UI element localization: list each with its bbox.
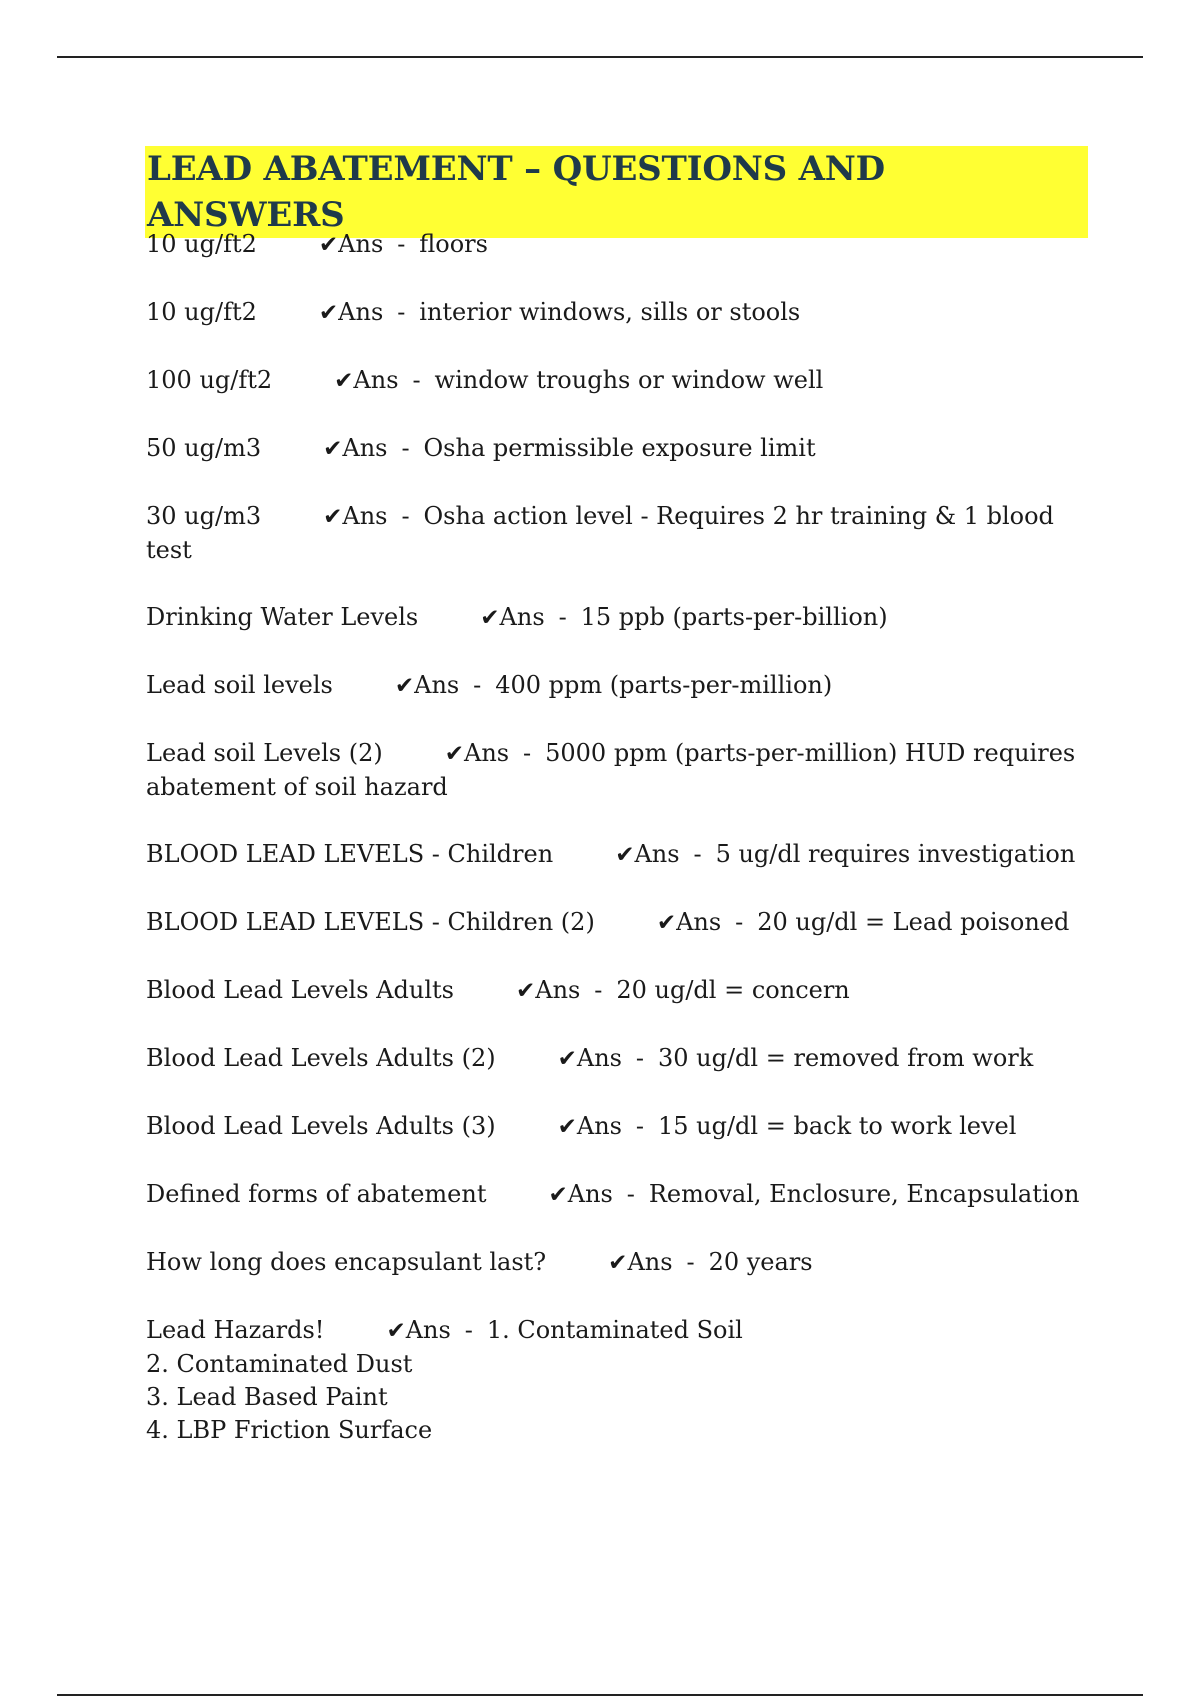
qa-question: Blood Lead Levels Adults (3)	[146, 1112, 496, 1140]
qa-answer-line: 2. Contaminated Dust	[146, 1350, 413, 1378]
qa-question: 10 ug/ft2	[146, 230, 257, 258]
qa-question: Defined forms of abatement	[146, 1180, 487, 1208]
answer-separator: -	[397, 230, 406, 258]
checkmark-icon: ✔	[557, 1114, 577, 1140]
ans-label: Ans	[567, 1180, 613, 1208]
answer-separator: -	[635, 1112, 645, 1140]
ans-label: Ans	[338, 298, 384, 326]
qa-item	[146, 838, 1091, 872]
title-block	[145, 146, 1088, 235]
checkmark-icon: ✔	[323, 504, 343, 530]
answer-separator: -	[401, 502, 410, 530]
checkmark-icon: ✔	[386, 1318, 406, 1344]
qa-question: Blood Lead Levels Adults	[146, 976, 454, 1004]
checkmark-icon: ✔	[444, 741, 464, 767]
qa-answer: Osha action level - Requires 2 hr training & 1 blood test	[146, 502, 1062, 564]
answer-separator: -	[558, 603, 567, 631]
ans-label: Ans	[676, 908, 722, 936]
ans-label: Ans	[627, 1248, 673, 1276]
checkmark-icon: ✔	[608, 1250, 628, 1276]
qa-item	[146, 601, 1091, 635]
qa-item	[146, 364, 1091, 398]
qa-question: Lead Hazards!	[146, 1316, 325, 1344]
qa-item	[146, 432, 1091, 466]
qa-answer: 30 ug/dl = removed from work	[657, 1044, 1034, 1072]
qa-item	[146, 296, 1091, 330]
ans-label: Ans	[353, 366, 399, 394]
answer-separator: -	[735, 908, 744, 936]
qa-answer: 20 years	[708, 1248, 813, 1276]
answer-separator: -	[686, 1248, 695, 1276]
checkmark-icon: ✔	[323, 436, 343, 462]
answer-separator: -	[397, 298, 406, 326]
ans-label: Ans	[634, 840, 680, 868]
qa-question: 50 ug/m3	[146, 434, 262, 462]
qa-question: BLOOD LEAD LEVELS - Children	[146, 840, 554, 868]
qa-answer: 400 ppm (parts-per-million)	[495, 671, 833, 699]
qa-item	[146, 500, 1091, 567]
checkmark-icon: ✔	[656, 910, 677, 936]
answer-separator: -	[635, 1044, 645, 1072]
qa-item	[146, 737, 1091, 804]
qa-item	[146, 1178, 1091, 1212]
qa-list	[146, 228, 1091, 1481]
qa-item	[146, 1042, 1091, 1076]
answer-separator: -	[401, 434, 410, 462]
ans-label: Ans	[405, 1316, 451, 1344]
checkmark-icon: ✔	[318, 300, 339, 326]
qa-answer: 15 ppb (parts-per-billion)	[580, 603, 888, 631]
qa-answer: interior windows, sills or stools	[419, 298, 801, 326]
ans-label: Ans	[576, 1112, 622, 1140]
checkmark-icon: ✔	[334, 368, 354, 394]
qa-item	[146, 228, 1091, 262]
qa-item	[146, 669, 1091, 703]
qa-question: Drinking Water Levels	[146, 603, 419, 631]
qa-answer: 20 ug/dl = concern	[616, 976, 850, 1004]
qa-question: 100 ug/ft2	[146, 366, 273, 394]
qa-question: BLOOD LEAD LEVELS - Children (2)	[146, 908, 595, 936]
qa-question: How long does encapsulant last?	[146, 1248, 547, 1276]
qa-answer: 5 ug/dl requires investigation	[715, 840, 1076, 868]
checkmark-icon: ✔	[394, 673, 415, 699]
qa-item	[146, 1246, 1091, 1280]
qa-answer-line: 3. Lead Based Paint	[146, 1383, 388, 1411]
answer-separator: -	[412, 366, 421, 394]
ans-label: Ans	[342, 434, 388, 462]
qa-answer: Osha permissible exposure limit	[423, 434, 816, 462]
qa-answer: floors	[419, 230, 488, 258]
answer-separator: -	[594, 976, 603, 1004]
checkmark-icon: ✔	[615, 842, 635, 868]
answer-separator: -	[626, 1180, 635, 1208]
ans-label: Ans	[338, 230, 384, 258]
answer-separator: -	[693, 840, 702, 868]
answer-separator: -	[523, 739, 532, 767]
qa-answer: Removal, Enclosure, Encapsulation	[648, 1180, 1080, 1208]
qa-item	[146, 974, 1091, 1008]
checkmark-icon: ✔	[515, 978, 536, 1004]
top-rule	[57, 56, 1143, 58]
qa-answer: 15 ug/dl = back to work level	[657, 1112, 1017, 1140]
qa-answer-line: 4. LBP Friction Surface	[146, 1416, 433, 1444]
qa-answer: 5000 ppm (parts-per-million) HUD requires abatement of soil hazard	[146, 739, 1083, 801]
page-title: LEAD ABATEMENT – QUESTIONS AND ANSWERS	[145, 146, 1088, 238]
ans-label: Ans	[499, 603, 545, 631]
checkmark-icon: ✔	[480, 605, 500, 631]
ans-label: Ans	[414, 671, 460, 699]
qa-question: Blood Lead Levels Adults (2)	[146, 1044, 496, 1072]
checkmark-icon: ✔	[548, 1182, 568, 1208]
ans-label: Ans	[464, 739, 510, 767]
ans-label: Ans	[342, 502, 388, 530]
qa-item	[146, 906, 1091, 940]
qa-question: Lead soil levels	[146, 671, 333, 699]
qa-item	[146, 1314, 1091, 1447]
qa-answer: window troughs or window well	[434, 366, 824, 394]
checkmark-icon: ✔	[557, 1046, 577, 1072]
checkmark-icon: ✔	[318, 232, 339, 258]
qa-item	[146, 1110, 1091, 1144]
bottom-rule	[57, 1694, 1143, 1696]
ans-label: Ans	[535, 976, 581, 1004]
ans-label: Ans	[576, 1044, 622, 1072]
answer-separator: -	[473, 671, 482, 699]
answer-separator: -	[464, 1316, 473, 1344]
qa-answer: 1. Contaminated Soil	[486, 1316, 743, 1344]
qa-answer: 20 ug/dl = Lead poisoned	[757, 908, 1070, 936]
qa-question: 30 ug/m3	[146, 502, 262, 530]
qa-question: 10 ug/ft2	[146, 298, 257, 326]
qa-question: Lead soil Levels (2)	[146, 739, 383, 767]
